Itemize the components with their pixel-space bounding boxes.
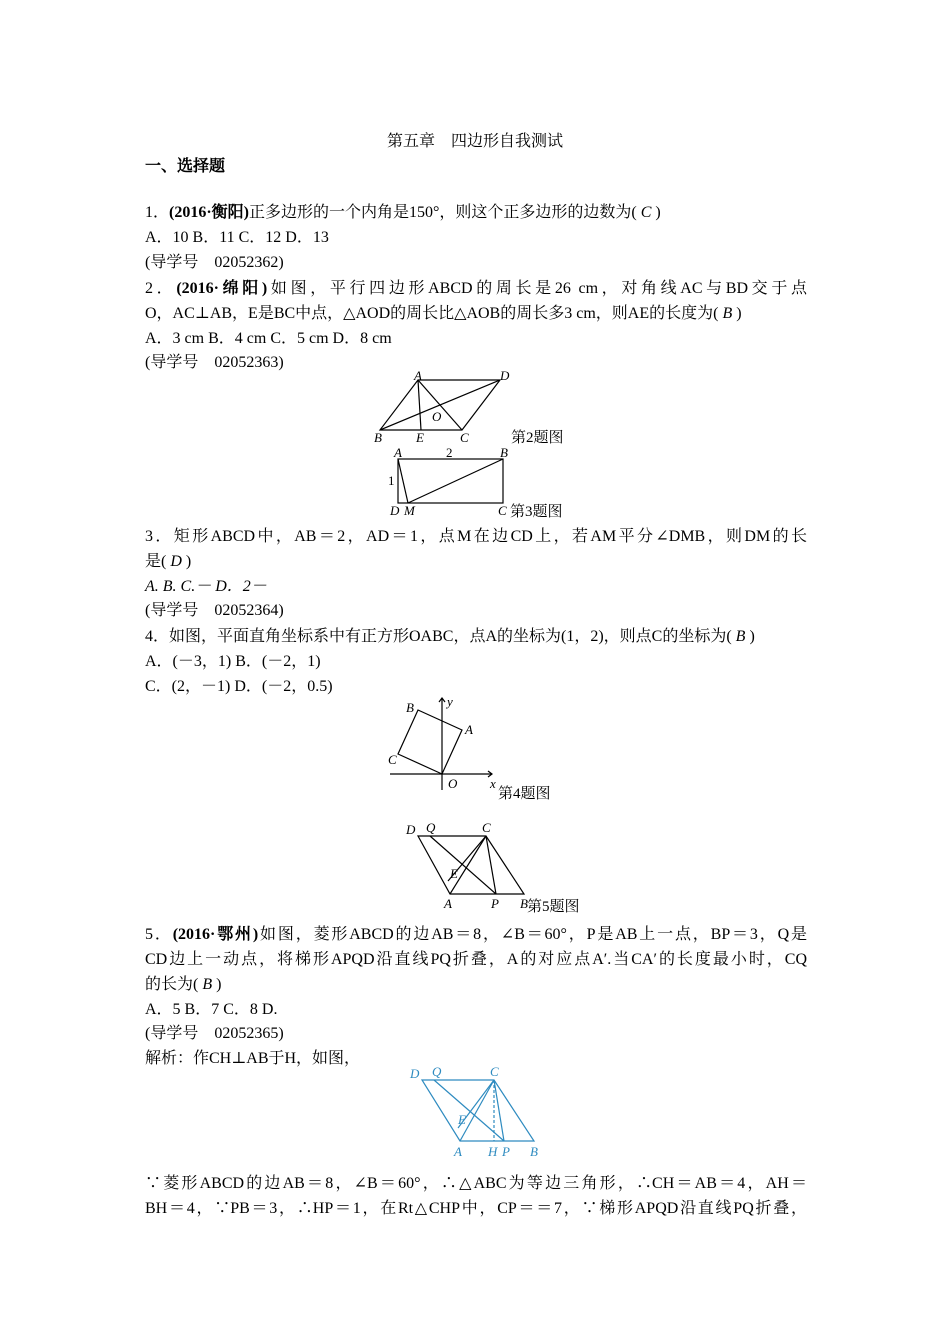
figure-solution	[404, 1064, 544, 1162]
question-3-code: (导学号 02052364)	[145, 602, 284, 619]
answer-4: B	[735, 628, 746, 645]
solution-line-2: BH＝4，∵PB＝3，∴HP＝1，在Rt△CHP中，CP＝＝7，∵梯形APQD沿直线PQ折叠，	[145, 1200, 807, 1217]
solution-line-1: ∵菱形ABCD的边AB＝8，∠B＝60°，∴△ABC为等边三角形，∴CH＝AB＝4，AH＝	[145, 1175, 807, 1192]
fig5-label-a: A	[444, 896, 452, 911]
question-5-code: (导学号 02052365)	[145, 1025, 284, 1042]
fig6-label-h: H	[488, 1144, 498, 1159]
fig6-label-e: E	[458, 1112, 466, 1127]
fig3-label-2: 2	[446, 445, 453, 460]
question-3-line-1: 3．矩形ABCD中，AB＝2，AD＝1，点M在边CD上，若AM平分∠DMB，则DM的长	[145, 528, 807, 545]
fig6-label-b: B	[530, 1144, 538, 1159]
fig5-label-d: D	[406, 822, 416, 837]
fig2-label-c: C	[460, 430, 469, 445]
fig5-label-c: C	[482, 820, 491, 835]
fig5-label-e: E	[450, 866, 458, 881]
fig4-label-y: y	[447, 694, 453, 709]
answer-5: B	[202, 976, 213, 993]
figure-2-caption: 第2题图	[511, 430, 564, 446]
fig5-label-q: Q	[426, 820, 436, 835]
answer-2: B	[722, 305, 733, 322]
fig6-label-c: C	[490, 1064, 499, 1079]
question-1: 1．(2016·衡阳)正多边形的一个内角是150°，则这个正多边形的边数为( C )	[145, 204, 661, 221]
fig4-label-x: x	[490, 776, 496, 791]
fig4-label-b: B	[406, 700, 414, 715]
fig6-label-p: P	[502, 1144, 510, 1159]
fig2-label-b: B	[374, 430, 382, 445]
question-2-line-1: 2．(2016·绵阳)如图，平行四边形ABCD的周长是26 cm，对角线AC与BD交于点	[145, 280, 807, 297]
question-4: 4．如图，平面直角坐标系中有正方形OABC，点A的坐标为(1，2)，则点C的坐标为( B )	[145, 628, 755, 645]
fig3-label-b: B	[500, 445, 508, 460]
figure-3	[386, 445, 511, 520]
question-5-analysis: 解析：作CH⊥AB于H，如图，	[145, 1050, 361, 1067]
figure-4-caption: 第4题图	[498, 786, 551, 802]
question-2-options: A．3 cm B．4 cm C．5 cm D．8 cm	[145, 330, 392, 347]
fig3-label-a: A	[394, 445, 402, 460]
question-1-code: (导学号 02052362)	[145, 254, 284, 271]
fig5-label-p: P	[491, 896, 499, 911]
fig6-label-q: Q	[432, 1064, 442, 1079]
figure-5-caption: 第5题图	[527, 899, 580, 915]
figure-3-caption: 第3题图	[510, 504, 563, 520]
question-2-line-2: O，AC⊥AB，E是BC中点，△AOD的周长比△AOB的周长多3 cm，则AE的长度为( B )	[145, 305, 742, 322]
figure-5	[400, 818, 535, 913]
fig4-label-a: A	[465, 722, 473, 737]
figure-4	[380, 690, 500, 795]
fig3-label-c: C	[498, 503, 507, 518]
question-3-line-2: 是( D )	[145, 553, 192, 570]
fig3-label-1: 1	[388, 473, 395, 488]
fig3-label-m: M	[404, 503, 415, 518]
fig2-label-e: E	[416, 430, 424, 445]
fig5-label-b: B	[520, 896, 528, 911]
question-5-options: A．5 B．7 C．8 D.	[145, 1001, 278, 1018]
question-5-line-3: 的长为( B )	[145, 976, 222, 993]
fig4-label-c: C	[388, 752, 397, 767]
question-4-options-2: C．(2，－1) D．(－2，0.5)	[145, 678, 333, 695]
question-1-options: A．10 B．11 C．12 D．13	[145, 229, 329, 246]
fig6-label-d: D	[410, 1066, 420, 1081]
answer-3: D	[170, 553, 182, 570]
section-heading: 一、选择题	[145, 158, 226, 175]
answer-1: C	[640, 204, 652, 221]
question-5-line-1: 5．(2016·鄂州)如图，菱形ABCD的边AB＝8，∠B＝60°，P是AB上一点，BP＝3，Q是	[145, 926, 807, 943]
page-title: 第五章 四边形自我测试	[386, 133, 563, 150]
question-2-code: (导学号 02052363)	[145, 354, 284, 371]
fig4-label-o: O	[448, 776, 458, 791]
question-5-line-2: CD边上一动点，将梯形APQD沿直线PQ折叠，A的对应点A′.当CA′的长度最小时，CQ	[145, 951, 807, 968]
question-4-options-1: A．(－3，1) B．(－2，1)	[145, 653, 321, 670]
fig2-label-o: O	[432, 409, 442, 424]
question-3-options: A. B. C.－ D．2－	[145, 578, 267, 595]
fig6-label-a: A	[454, 1144, 462, 1159]
fig2-label-a: A	[414, 368, 422, 383]
fig3-label-d: D	[390, 503, 400, 518]
fig2-label-d: D	[500, 368, 510, 383]
figure-2	[368, 370, 508, 445]
